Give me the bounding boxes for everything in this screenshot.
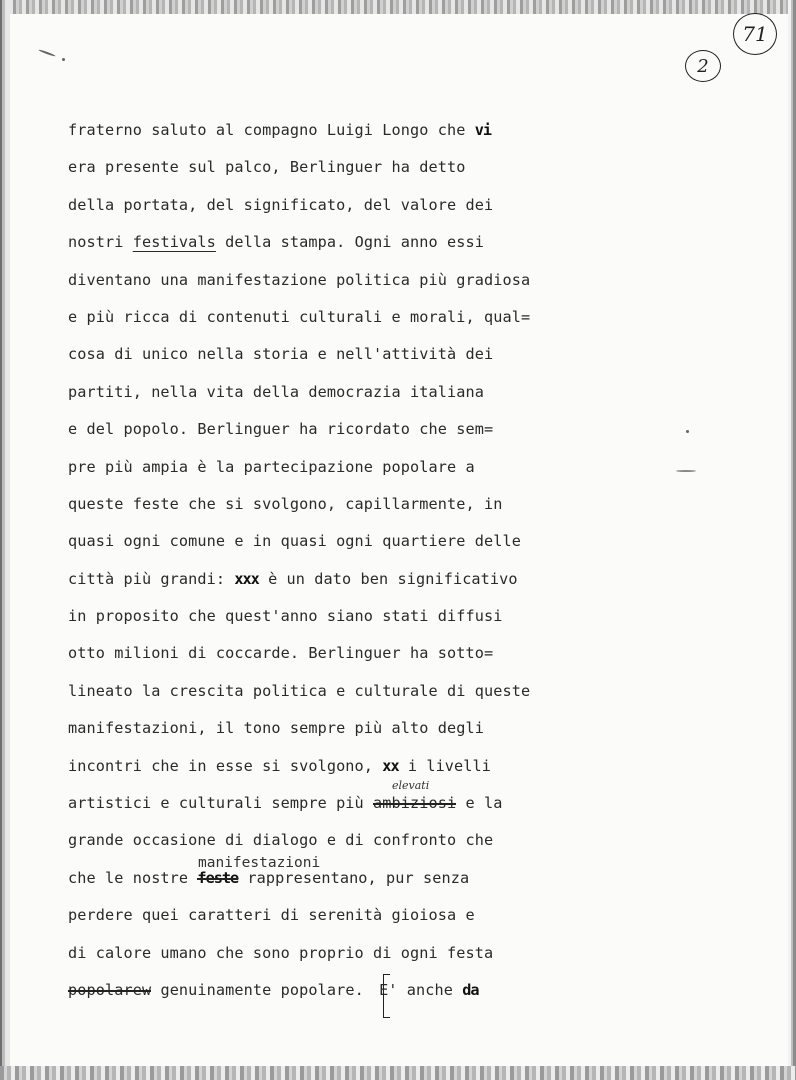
interline-handwritten-correction: elevati (392, 779, 430, 792)
page-number-circle (733, 13, 777, 55)
page-number-handwritten: 71 (742, 22, 768, 46)
text-line: città più grandi: xxx è un dato ben significativo (68, 569, 518, 588)
ink-blot: xxx (234, 569, 259, 588)
text-line: della portata, del significato, del valore dei (68, 195, 494, 214)
text-line: che le nostre feste rappresentano, pur senza (68, 868, 470, 887)
text-line: cosa di unico nella storia e nell'attività dei (68, 345, 494, 364)
text-line: queste feste che si svolgono, capillarmente, in (68, 494, 503, 513)
struck-word: ambiziosi (373, 794, 457, 813)
text-line: grande occasione di dialogo e di confronto che (68, 831, 494, 850)
struck-word: popolarew (68, 980, 152, 999)
text-line: fraterno saluto al compagno Luigi Longo che vi (68, 121, 492, 139)
text-line: manifestazioni, il tono sempre più alto degli (68, 719, 484, 738)
text-line: in proposito che quest'anno siano stati diffusi (68, 607, 503, 626)
sheet-number-circle (685, 50, 721, 82)
text-line: e più ricca di contenuti culturali e morali, qual= (68, 307, 531, 326)
text-line: diventano una manifestazione politica più gradiosa (68, 270, 531, 289)
text-line: artistici e culturali sempre più ambiziosi e la (68, 794, 503, 813)
ink-speck (62, 58, 65, 61)
typed-text-block (68, 112, 530, 1009)
scan-edge-right (788, 0, 796, 1080)
text-line: nostri festivals della stampa. Ogni anno essi (68, 233, 484, 252)
text-line: era presente sul palco, Berlinguer ha detto (68, 158, 466, 177)
ink-speck (676, 470, 696, 472)
scan-edge-left (0, 0, 10, 1080)
struck-word: feste (197, 868, 239, 887)
interline-typed-correction: manifestazioni (198, 855, 321, 871)
ink-blot: xx (382, 756, 399, 775)
ink-blot: da (462, 980, 479, 999)
scan-edge-bottom (0, 1066, 796, 1080)
sheet-number-handwritten: 2 (697, 55, 709, 77)
text-line: perdere quei caratteri di serenità gioiosa e (68, 906, 475, 925)
ink-speck (38, 49, 56, 57)
text-line: pre più ampia è la partecipazione popolare a (68, 457, 475, 476)
text-line: quasi ogni comune e in quasi ogni quartiere delle (68, 532, 521, 551)
paragraph-bracket-mark (383, 974, 390, 1018)
underlined-word: festivals (132, 233, 216, 252)
text-line: popolarew genuinamente popolare. E' anche da (68, 980, 479, 999)
ink-blot: vi (474, 121, 492, 139)
text-line: incontri che in esse si svolgono, xx i livelli (68, 756, 492, 775)
scan-edge-top (0, 0, 796, 14)
text-line: lineato la crescita politica e culturale di queste (68, 681, 531, 700)
text-line: di calore umano che sono proprio di ogni festa (68, 943, 494, 962)
text-line: otto milioni di coccarde. Berlinguer ha sotto= (68, 644, 494, 663)
ink-speck (686, 430, 689, 433)
text-line: e del popolo. Berlinguer ha ricordato che sem= (68, 420, 494, 439)
text-line: partiti, nella vita della democrazia italiana (68, 382, 484, 401)
